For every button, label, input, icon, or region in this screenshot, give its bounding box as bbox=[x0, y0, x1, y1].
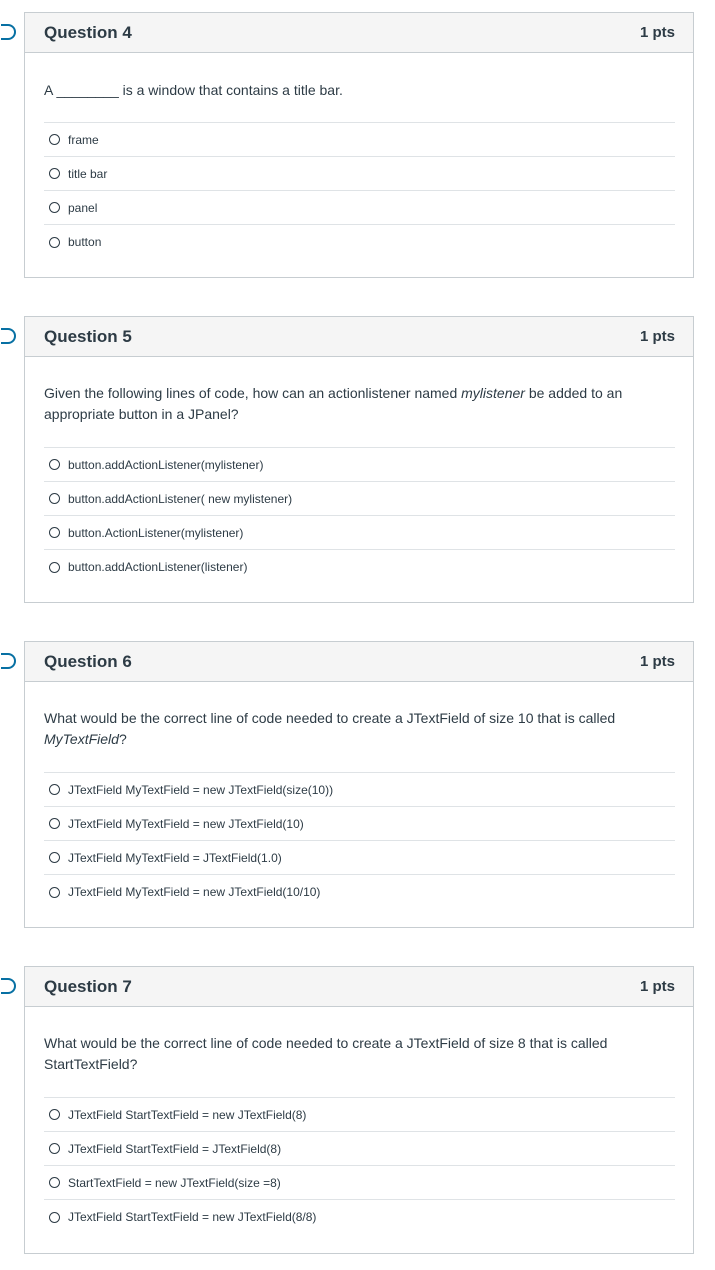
question-7-card bbox=[24, 966, 694, 1254]
answer-label: JTextField StartTextField = new JTextField(8) bbox=[68, 1107, 307, 1122]
question-text bbox=[44, 357, 675, 447]
question-text-part: What would be the correct line of code needed to create a JTextField of size 10 that is called bbox=[44, 710, 616, 726]
radio-button[interactable] bbox=[49, 202, 60, 213]
answer-option[interactable] bbox=[44, 550, 675, 584]
radio-button[interactable] bbox=[49, 493, 60, 504]
answer-label: JTextField MyTextField = new JTextField(10/10) bbox=[68, 885, 321, 899]
question-title: Question 5 bbox=[44, 326, 132, 346]
answer-label: JTextField StartTextField = new JTextField(8/8) bbox=[68, 1210, 317, 1224]
answer-label: button.addActionListener(listener) bbox=[68, 560, 248, 574]
answer-label: button.addActionListener(mylistener) bbox=[68, 457, 264, 472]
answer-option[interactable] bbox=[44, 191, 675, 225]
flag-question-icon[interactable] bbox=[1, 978, 16, 994]
answer-label: button.addActionListener( new mylistener) bbox=[68, 491, 293, 506]
question-4-card bbox=[24, 12, 694, 278]
answer-label: title bar bbox=[68, 166, 108, 181]
answer-label: JTextField MyTextField = new JTextField(10) bbox=[68, 816, 304, 831]
question-header bbox=[25, 967, 693, 1007]
answer-label: JTextField StartTextField = JTextField(8) bbox=[68, 1141, 282, 1156]
radio-button[interactable] bbox=[49, 1212, 60, 1223]
question-points: 1 pts bbox=[639, 653, 675, 670]
question-points: 1 pts bbox=[639, 24, 675, 41]
radio-button[interactable] bbox=[49, 1177, 60, 1188]
question-text-part: ? bbox=[118, 731, 127, 747]
answer-list bbox=[44, 122, 675, 259]
answer-option[interactable] bbox=[44, 1166, 675, 1200]
question-points: 1 pts bbox=[639, 328, 675, 345]
answer-option[interactable] bbox=[44, 1132, 675, 1166]
answer-option[interactable] bbox=[44, 123, 675, 157]
radio-button[interactable] bbox=[49, 784, 60, 795]
flag-question-icon[interactable] bbox=[1, 24, 16, 40]
question-text-part: Given the following lines of code, how can an actionlistener named bbox=[44, 385, 462, 401]
answer-option[interactable] bbox=[44, 841, 675, 875]
radio-button[interactable] bbox=[49, 852, 60, 863]
question-title: Question 7 bbox=[44, 976, 132, 996]
answer-option[interactable] bbox=[44, 225, 675, 259]
radio-button[interactable] bbox=[49, 527, 60, 538]
question-title: Question 6 bbox=[44, 651, 132, 671]
radio-button[interactable] bbox=[49, 134, 60, 145]
answer-label: JTextField MyTextField = new JTextField(size(10)) bbox=[68, 782, 334, 797]
question-header bbox=[25, 317, 693, 357]
question-text bbox=[44, 682, 675, 772]
radio-button[interactable] bbox=[49, 237, 60, 248]
radio-button[interactable] bbox=[49, 168, 60, 179]
answer-option[interactable] bbox=[44, 448, 675, 482]
answer-option[interactable] bbox=[44, 807, 675, 841]
question-text: What would be the correct line of code needed to create a JTextField of size 8 that is called StartTextField? bbox=[44, 1035, 608, 1072]
question-6-card bbox=[24, 641, 694, 928]
answer-option[interactable] bbox=[44, 1098, 675, 1132]
question-text-emphasis: MyTextField bbox=[44, 731, 119, 747]
answer-option[interactable] bbox=[44, 773, 675, 807]
answer-label: button.ActionListener(mylistener) bbox=[68, 525, 244, 540]
answer-option[interactable] bbox=[44, 157, 675, 191]
flag-question-icon[interactable] bbox=[1, 653, 16, 669]
radio-button[interactable] bbox=[49, 818, 60, 829]
answer-label: panel bbox=[68, 200, 98, 215]
question-text: A ________ is a window that contains a title bar. bbox=[44, 82, 343, 98]
question-header bbox=[25, 642, 693, 682]
answer-option[interactable] bbox=[44, 875, 675, 909]
question-text-part: be added to an appropriate button in a JPanel? bbox=[44, 385, 623, 422]
radio-button[interactable] bbox=[49, 887, 60, 898]
answer-option[interactable] bbox=[44, 1200, 675, 1234]
question-title: Question 4 bbox=[44, 22, 132, 42]
answer-list bbox=[44, 447, 675, 584]
question-header bbox=[25, 13, 693, 53]
radio-button[interactable] bbox=[49, 459, 60, 470]
radio-button[interactable] bbox=[49, 562, 60, 573]
question-text-emphasis: mylistener bbox=[461, 385, 525, 401]
answer-list bbox=[44, 772, 675, 909]
answer-option[interactable] bbox=[44, 516, 675, 550]
flag-question-icon[interactable] bbox=[1, 328, 16, 344]
radio-button[interactable] bbox=[49, 1143, 60, 1154]
answer-label: JTextField MyTextField = JTextField(1.0) bbox=[68, 850, 282, 865]
answer-label: frame bbox=[68, 132, 99, 147]
answer-option[interactable] bbox=[44, 482, 675, 516]
answer-label: StartTextField = new JTextField(size =8) bbox=[68, 1175, 281, 1190]
question-points: 1 pts bbox=[639, 978, 675, 995]
answer-list bbox=[44, 1097, 675, 1234]
question-5-card bbox=[24, 316, 694, 603]
radio-button[interactable] bbox=[49, 1109, 60, 1120]
answer-label: button bbox=[68, 235, 102, 249]
